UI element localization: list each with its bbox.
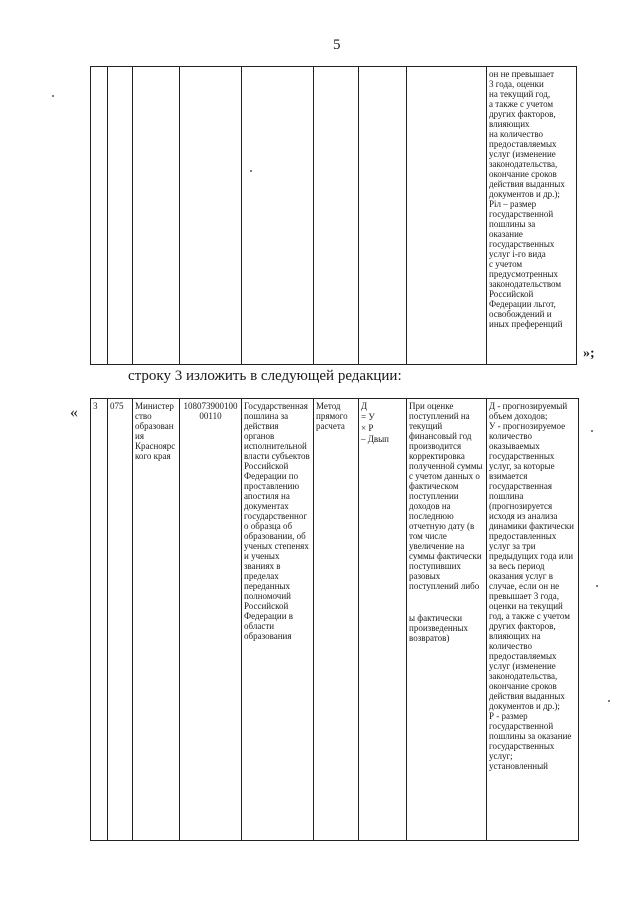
formula-line: – Двып bbox=[361, 434, 390, 444]
income-name-cell bbox=[242, 399, 314, 841]
scan-speck bbox=[596, 585, 598, 587]
formula-cell bbox=[359, 399, 407, 841]
scan-speck bbox=[52, 95, 54, 97]
formula-line: = У bbox=[361, 412, 375, 422]
description-cell bbox=[487, 67, 577, 365]
table-cell bbox=[359, 67, 407, 365]
scan-speck bbox=[250, 170, 252, 172]
calc-notes: При оценке поступлений на текущий финансовый год производится корректировка полученной суммы с учетом данных о фактическом поступлении доходов на последнюю отчетную дату (в том числе увеличение на суммы фактически поступивших разовых поступлений либо bbox=[409, 401, 483, 591]
formula-line: Д bbox=[361, 401, 368, 411]
scan-speck bbox=[591, 430, 593, 432]
table-cell bbox=[180, 67, 242, 365]
description-text: он не превышает 3 года, оценки на текущий год, а также с учетом других факторов, влияющих на количество предоставляемых услуг (изменение законодательства, окончание сроков действия выданных документов и др.); Piл – размер государственной пошлины за оказание государственных услуг i-го вида с учетом предусмотренных законодательством Российской Федерации льгот, освобождений и иных преференций bbox=[489, 69, 565, 329]
row-number: 3 bbox=[93, 401, 98, 411]
scan-speck bbox=[608, 700, 610, 702]
table-cell bbox=[91, 67, 108, 365]
opening-quote: « bbox=[70, 404, 78, 421]
kbk-cell bbox=[180, 399, 242, 841]
replacement-table bbox=[90, 398, 579, 841]
calc-notes-tail: ы фактически произведенных возвратов) bbox=[409, 613, 469, 643]
code-cell bbox=[108, 399, 133, 841]
table-cell bbox=[242, 67, 314, 365]
page-number: 5 bbox=[333, 37, 341, 53]
description-cell bbox=[487, 399, 579, 841]
kbk: 10807390010000110 bbox=[183, 401, 238, 421]
row-number-cell bbox=[91, 399, 108, 841]
method-cell bbox=[314, 399, 359, 841]
code: 075 bbox=[110, 401, 124, 411]
table-cell bbox=[133, 67, 180, 365]
administrator-cell bbox=[133, 399, 180, 841]
table-cell bbox=[108, 67, 133, 365]
method: Метод прямого расчета bbox=[316, 401, 348, 431]
formula-line: × Р bbox=[361, 423, 374, 433]
continued-table bbox=[90, 66, 577, 365]
table-cell bbox=[314, 67, 359, 365]
table-cell bbox=[407, 67, 487, 365]
scan-artifact-gap bbox=[409, 591, 484, 613]
description-text: Д - прогнозируемый объем доходов; У - прогнозируемое количество оказываемых государственных услуг, за которые взимается государственная пошлина (прогнозируется исходя из анализа динамики фактически предоставленных услуг за три предыдущих года или за весь период оказания услуг в случае, если он не превышает 3 года, оценки на текущий год, а также с учетом других факторов, влияющих на количество предоставляемых услуг (изменение законодательства, окончание сроков действия выданных документов и др.); Р - размер государственной пошлины за оказание государственных услуг; установленный bbox=[489, 401, 574, 771]
calc-notes-cell bbox=[407, 399, 487, 841]
closing-quote: »; bbox=[583, 346, 595, 361]
income-name: Государственная пошлина за действия органов исполнительной власти субъектов Российской Федерации по проставлению апостиля на документах государственного образца об образовании, об ученых степенях и ученых званиях в пределах переданных полномочий Российской Федерации в области образования bbox=[244, 401, 310, 641]
administrator: Министерство образования Красноярского края bbox=[135, 401, 176, 461]
instruction-text: строку 3 изложить в следующей редакции: bbox=[128, 368, 402, 384]
